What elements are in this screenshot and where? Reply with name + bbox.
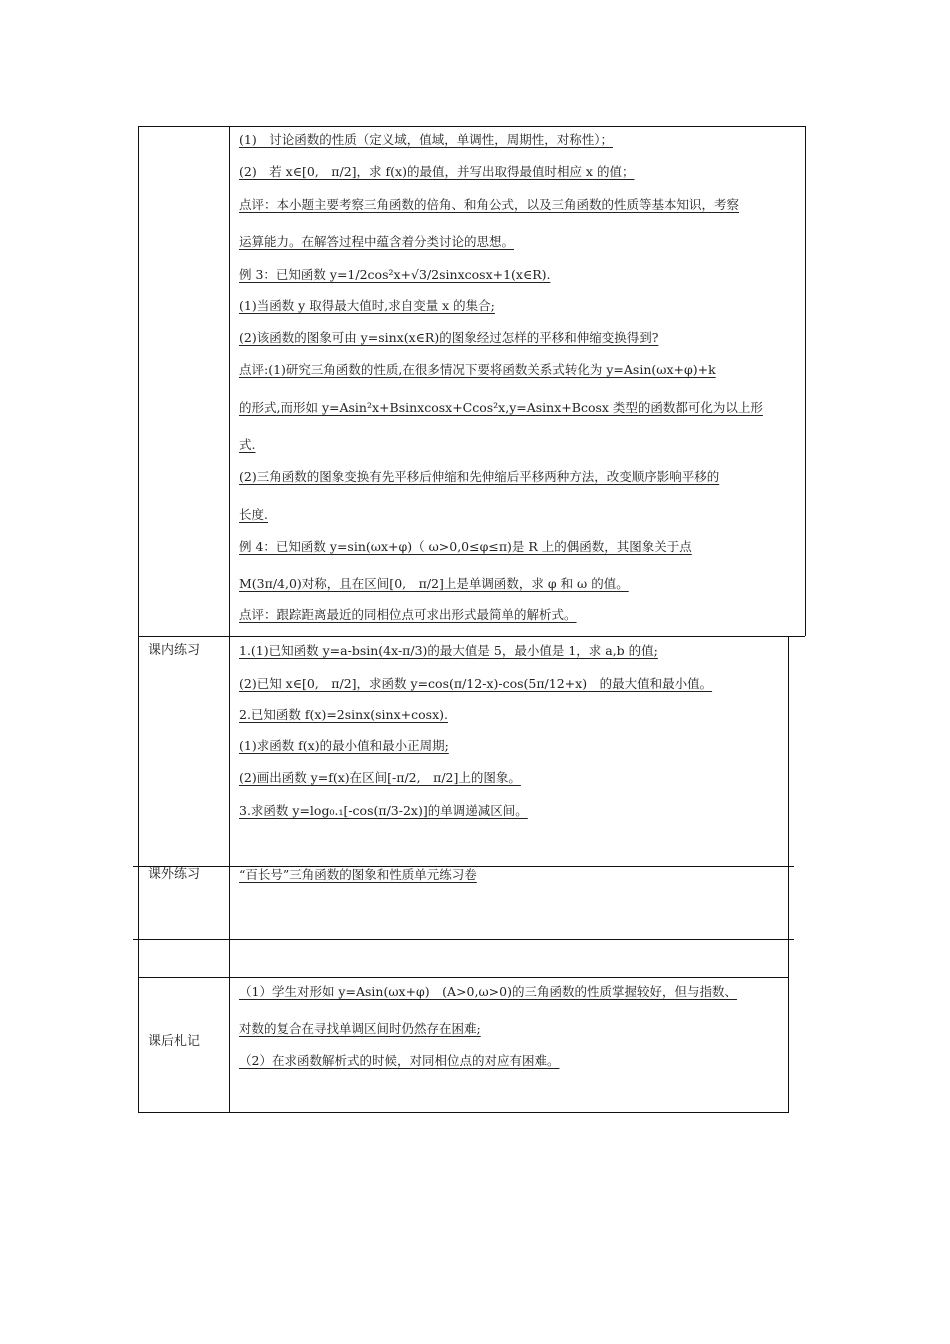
s2-line-6: 3.求函数 y=log₀.₁[-cos(π/3-2x)]的单调递减区间。 [239,803,528,818]
s1-bottom-border [138,636,805,637]
s5-line-2: 对数的复合在寻找单调区间时仍然存在困难; [239,1021,481,1036]
row-line-3 [138,977,789,978]
s3-line-1: “百长号”三角函数的图象和性质单元练习卷 [239,867,477,882]
s1-line-7: (2)该函数的图象可由 y=sinx(x∈R)的图象经过怎样的平移和伸缩变换得到? [239,330,659,345]
s1-line-6: (1)当函数 y 取得最大值时,求自变量 x 的集合; [239,298,495,313]
s1-line-12: 长度. [239,507,268,522]
s5-line-3: （2）在求函数解析式的时候，对同相位点的对应有困难。 [239,1053,560,1068]
lower-left-border [138,636,139,1112]
s1-line-3: 点评：本小题主要考察三角函数的倍角、和角公式，以及三角函数的性质等基本知识，考察 [239,197,740,212]
s3-label: 课外练习 [148,867,201,882]
s1-line-1: (1) 讨论函数的性质（定义域，值域，单调性，周期性，对称性）； [239,132,613,147]
s5-line-1: （1）学生对形如 y=Asin(ωx+φ) (A>0,ω>0)的三角函数的性质掌握较好，但与指数、 [239,984,737,999]
table-bottom-border [138,1112,789,1113]
s1-line-5: 例 3：已知函数 y=1/2cos²x+√3/2sinxcosx+1(x∈R). [239,267,551,282]
s1-line-9: 的形式,而形如 y=Asin²x+Bsinxcosx+Ccos²x,y=Asinx+Bcosx 类型的函数都可化为以上形 [239,400,763,415]
s1-line-10: 式. [239,437,256,452]
s1-line-15: 点评：跟踪距离最近的同相位点可求出形式最简单的解析式。 [239,607,577,622]
s1-top-border [138,126,805,127]
s1-left-border [138,126,139,636]
s2-line-2: (2)已知 x∈[0, π/2]，求函数 y=cos(π/12-x)-cos(5π/12+x) 的最大值和最小值。 [239,676,713,691]
s1-line-11: (2)三角函数的图象变换有先平移后伸缩和先伸缩后平移两种方法，改变顺序影响平移的 [239,469,720,484]
s1-divider [229,126,230,1112]
s1-line-8: 点评:(1)研究三角函数的性质,在很多情况下要将函数关系式转化为 y=Asin(ωx+φ)+k [239,362,716,377]
s2-line-5: (2)画出函数 y=f(x)在区间[-π/2, π/2]上的图象。 [239,770,521,785]
s2-label: 课内练习 [148,643,201,658]
lower-right-border [788,636,789,1112]
s5-label: 课后札记 [148,1034,201,1049]
s2-line-3: 2.已知函数 f(x)=2sinx(sinx+cosx). [239,707,448,722]
s1-line-4: 运算能力。在解答过程中蕴含着分类讨论的思想。 [239,234,515,249]
row-line-2 [133,939,794,940]
s1-line-14: M(3π/4,0)对称，且在区间[0, π/2]上是单调函数，求 φ 和 ω 的值。 [239,576,629,591]
s2-line-4: (1)求函数 f(x)的最小值和最小正周期; [239,738,449,753]
s1-line-2: (2) 若 x∈[0, π/2]，求 f(x)的最值，并写出取得最值时相应 x 的值； [239,164,635,179]
s2-line-1: 1.(1)已知函数 y=a-bsin(4x-π/3)的最大值是 5，最小值是 1，求 a,b 的值; [239,643,658,658]
s1-right-border [805,126,806,636]
s1-line-13: 例 4：已知函数 y=sin(ωx+φ)（ ω>0,0≤φ≤π)是 R 上的偶函数，其图象关于点 [239,539,692,554]
